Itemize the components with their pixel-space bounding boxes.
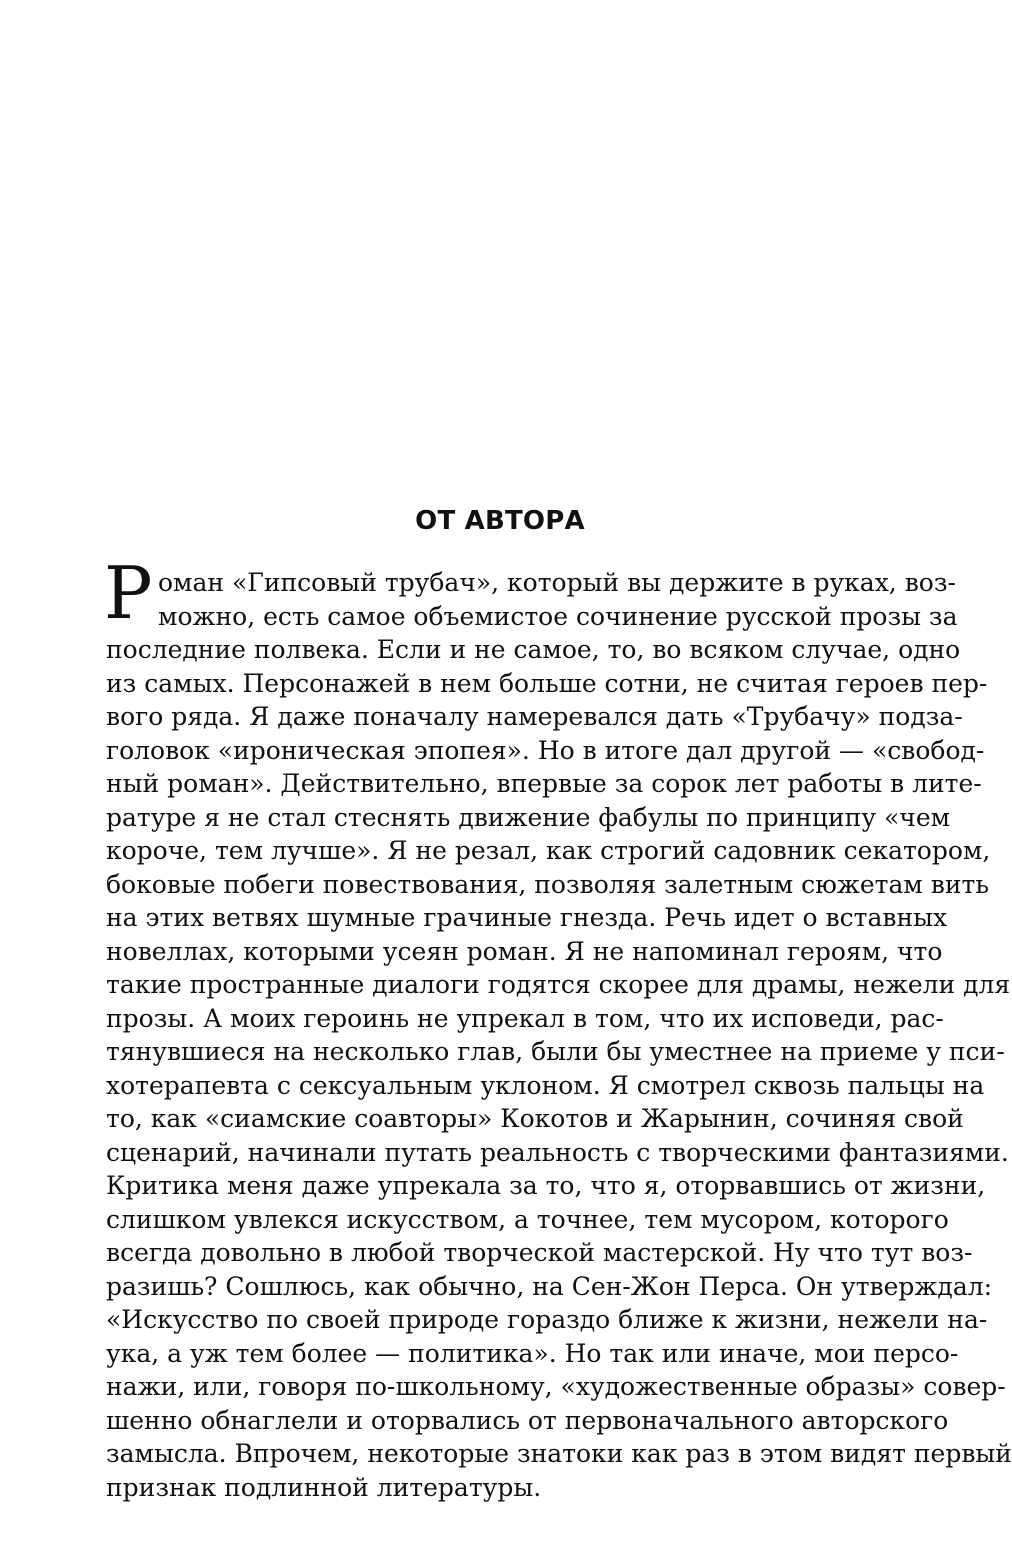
- text-line: оман «Гипсовый трубач», который вы держите в руках, воз-: [158, 568, 956, 597]
- text-line: разишь? Сошлюсь, как обычно, на Сен-Жон Перса. Он утверждал:: [106, 1271, 993, 1301]
- text-line: нажи, или, говоря по-школьному, «художественные образы» совер-: [106, 1372, 1006, 1401]
- text-line: такие пространные диалоги годятся скорее для драмы, нежели для: [106, 970, 1011, 999]
- text-line: сценарий, начинали путать реальность с творческими фантазиями.: [106, 1137, 1009, 1167]
- text-line: головок «ироническая эпопея». Но в итоге дал другой — «свобод-: [106, 735, 985, 765]
- text-line: Критика меня даже упрекала за то, что я, оторвавшись от жизни,: [106, 1171, 986, 1200]
- text-line: ука, а уж тем более — политика». Но так или иначе, мои персо-: [106, 1338, 959, 1368]
- text-line: короче, тем лучше». Я не резал, как строгий садовник секатором,: [106, 836, 991, 865]
- text-line: боковые побеги повествования, позволяя залетным сюжетам вить: [106, 869, 989, 899]
- text-line: новеллах, которыми усеян роман. Я не напоминал героям, что: [106, 936, 943, 966]
- text-line: признак подлинной литературы.: [106, 1472, 542, 1502]
- text-line: замысла. Впрочем, некоторые знатоки как раз в этом видят первый: [106, 1439, 1012, 1468]
- text-line: ратуре я не стал стеснять движение фабулы по принципу «чем: [106, 802, 951, 832]
- chapter-heading: ОТ АВТОРА: [415, 506, 585, 536]
- text-line: прозы. А моих героинь не упрекал в том, что их исповеди, рас-: [106, 1003, 944, 1033]
- text-line: на этих ветвях шумные грачиные гнезда. Речь идет о вставных: [106, 903, 948, 932]
- text-line: всегда довольно в любой творческой мастерской. Ну что тут воз-: [106, 1238, 973, 1267]
- text-line: шенно обнаглели и оторвались от первоначального авторского: [106, 1405, 949, 1435]
- text-line: то, как «сиамские соавторы» Кокотов и Жарынин, сочиняя свой: [106, 1104, 964, 1133]
- text-line: вого ряда. Я даже поначалу намеревался дать «Трубачу» подза-: [106, 702, 963, 731]
- drop-cap: Р: [104, 551, 153, 635]
- text-line: хотерапевта с сексуальным уклоном. Я смотрел сквозь пальцы на: [106, 1070, 985, 1100]
- text-line: из самых. Персонажей в нем больше сотни, не считая героев пер-: [106, 668, 988, 698]
- text-line: можно, есть самое объемистое сочинение русской прозы за: [158, 601, 958, 631]
- text-line: последние полвека. Если и не самое, то, во всяком случае, одно: [106, 635, 961, 664]
- body-text: [106, 566, 1012, 1504]
- text-line: слишком увлекся искусством, а точнее, тем мусором, которого: [106, 1204, 949, 1234]
- text-line: тянувшиеся на несколько глав, были бы уместнее на приеме у пси-: [106, 1037, 1005, 1066]
- text-line: ный роман». Действительно, впервые за сорок лет работы в лите-: [106, 769, 982, 798]
- text-line: «Искусство по своей природе гораздо ближе к жизни, нежели на-: [106, 1305, 988, 1334]
